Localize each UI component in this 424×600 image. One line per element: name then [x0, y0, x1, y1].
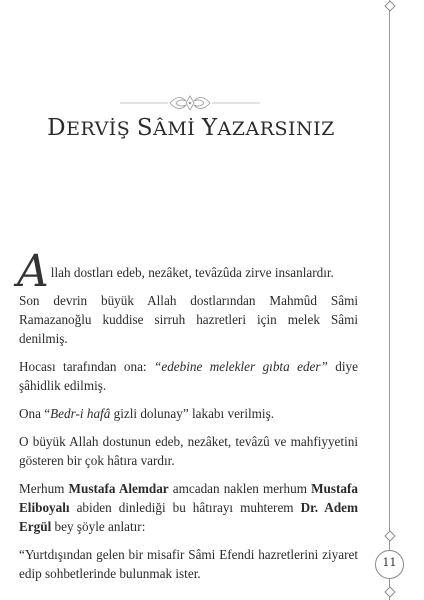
- page-number-diamond-bottom: [384, 586, 395, 597]
- title-ornament-icon: [120, 93, 260, 113]
- paragraph-1-text: llah dostları edeb, nezâket, tevâzûda zirve insanlardır.: [50, 265, 334, 280]
- paragraph-4-italic: Bedr-i hafâ: [50, 406, 111, 421]
- paragraph-3-tail: diye şâhidlik edilmiş.: [19, 359, 358, 393]
- paragraph-4-lead: Ona “: [19, 406, 51, 421]
- paragraph-3: [19, 357, 358, 395]
- paragraph-6-part-b: amcadan naklen merhum: [168, 481, 312, 496]
- title-initial-d: D: [47, 115, 67, 141]
- page-edge-rule: [389, 0, 390, 600]
- edge-diamond-ornament: [384, 0, 395, 11]
- paragraph-4-tail: gizli dolunay” lakabı verilmiş.: [110, 406, 275, 421]
- title-part-1: ERVİŞ: [66, 118, 137, 140]
- paragraph-6: [19, 479, 358, 536]
- paragraph-4: [19, 404, 358, 423]
- paragraph-2: Son devrin büyük Allah dostlarından Mahmûd Sâmi Ramazanoğlu kuddise sirruh hazretleri için melek Sâmi denilmiş.: [19, 293, 358, 346]
- title-part-3: AZARSINIZ: [217, 118, 335, 140]
- name-adem-ergul: Dr. Adem Ergül: [19, 500, 358, 534]
- chapter-title: [26, 115, 356, 141]
- page-number: 11: [382, 556, 397, 569]
- body-text: [17, 246, 358, 592]
- paragraph-3-lead: Hocası tarafından ona:: [19, 359, 155, 374]
- paragraph-6-part-a: Merhum: [19, 481, 69, 496]
- paragraph-7: “Yurtdışından gelen bir misafir Sâmi Efendi hazretlerini ziyaret edip sohbetlerinde bulunmak ister.: [19, 547, 358, 581]
- title-initial-y: Y: [201, 115, 218, 141]
- paragraph-6-part-d: bey şöyle anlatır:: [51, 519, 146, 534]
- name-mustafa-alemdar: Mustafa Alemdar: [68, 481, 169, 496]
- title-part-2: ÂMİ: [153, 118, 202, 140]
- name-mustafa-eliboyali: Mustafa Eliboyalı: [19, 481, 358, 515]
- paragraph-1: [17, 246, 358, 297]
- paragraph-5: O büyük Allah dostunun edeb, nezâket, tevâzû ve mahfiyyetini gösteren bir çok hâtıra vardır.: [19, 434, 358, 468]
- drop-cap: A: [17, 246, 49, 297]
- page-number-badge: [373, 530, 406, 600]
- title-initial-s: S: [136, 115, 154, 141]
- page-number-diamond-top: [384, 530, 395, 541]
- paragraph-6-part-c: abiden dinlediği bu hâtırayı muhterem: [69, 500, 301, 515]
- paragraph-3-quote: “edebine melekler gıbta eder”: [154, 359, 328, 374]
